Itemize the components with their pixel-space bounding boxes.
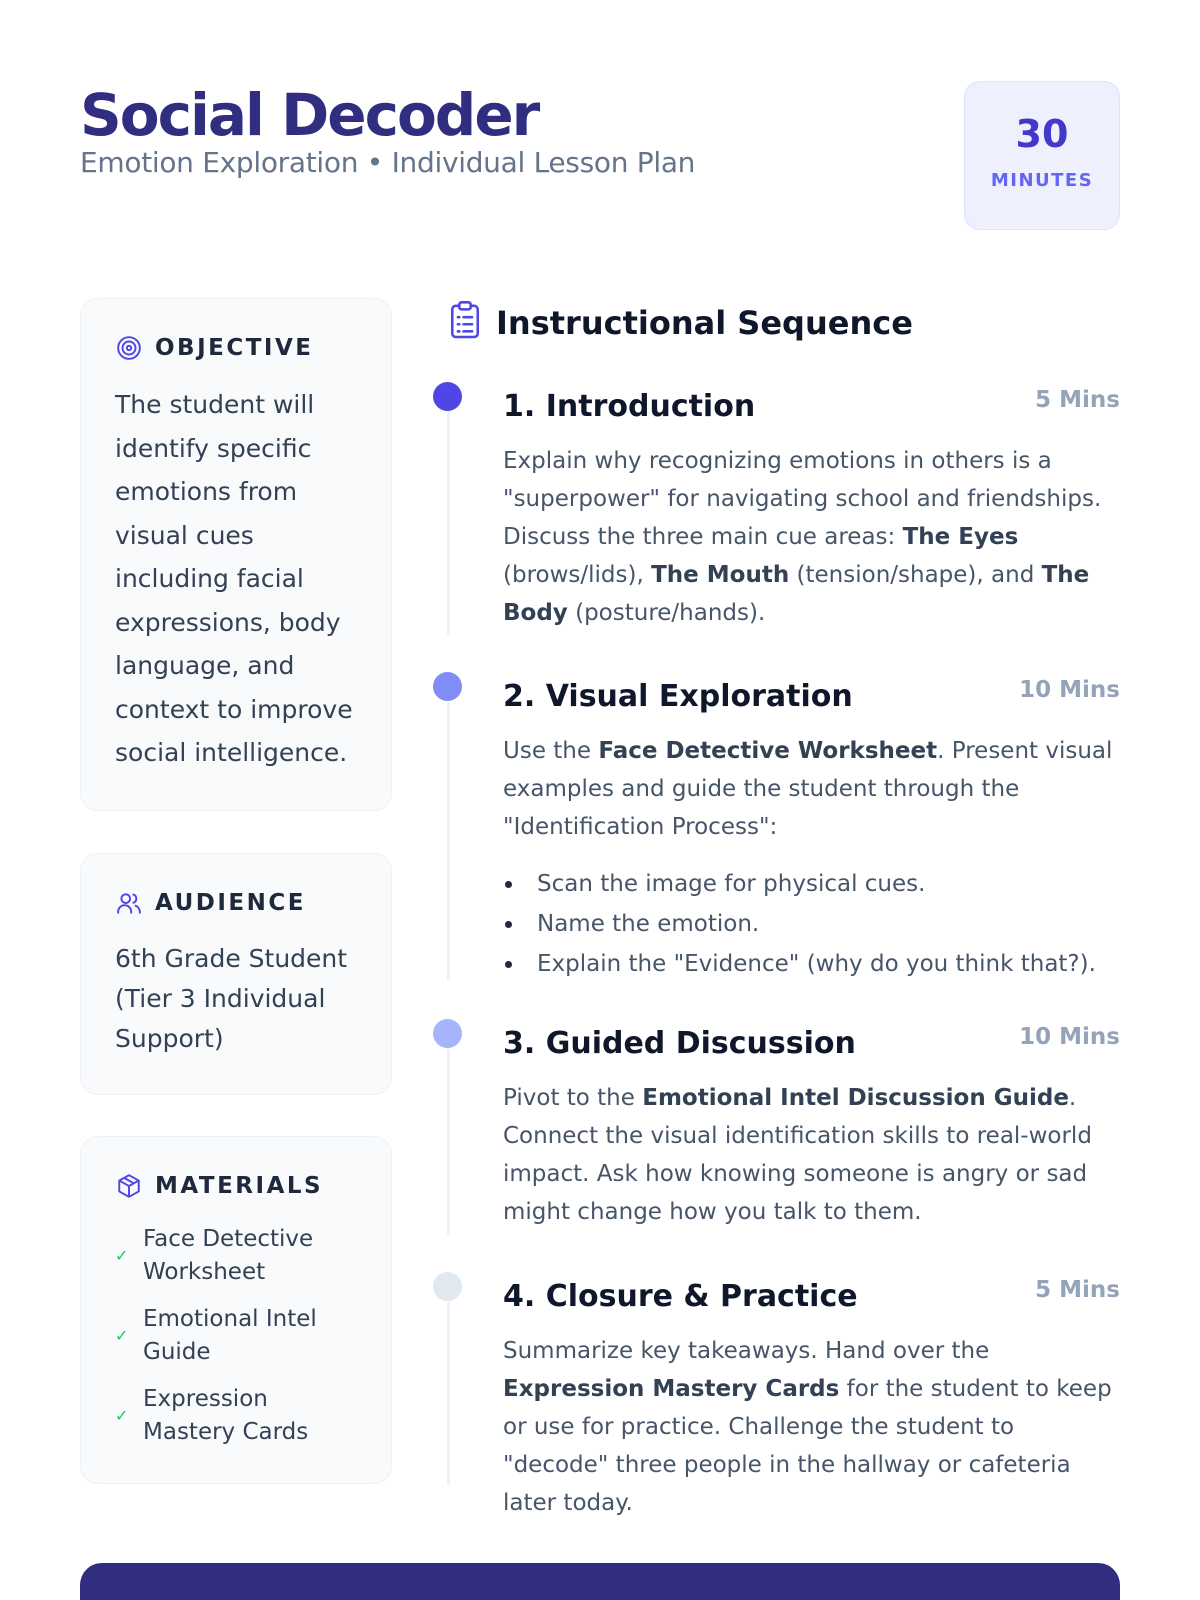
list-item (115, 1223, 357, 1289)
step-title: 4. Closure & Practice (503, 1279, 858, 1314)
step-description: Summarize key takeaways. Hand over the Expression Mastery Cards for the student to keep or use for practice. Challenge the student to "decode" three people in the hallway or cafeteria later today. (503, 1338, 1112, 1516)
timeline-dot (433, 382, 462, 411)
list-item (115, 1303, 357, 1369)
audience-card (80, 853, 392, 1095)
sequence-step-guided-discussion (448, 1019, 1120, 1259)
target-icon (115, 334, 143, 362)
step-title: 1. Introduction (503, 389, 756, 424)
material-label: Expression Mastery Cards (143, 1386, 309, 1445)
list-item: Name the emotion. (503, 904, 1096, 944)
list-item: Explain the "Evidence" (why do you think that?). (503, 944, 1096, 984)
material-label: Emotional Intel Guide (143, 1306, 317, 1365)
timeline-dot (433, 1272, 462, 1301)
objective-text: The student will identify specific emotions from visual cues including facial expressions, body language, and context to improve social intelligence. (115, 390, 353, 767)
list-item (115, 1383, 357, 1449)
sequence-step-closure-practice (448, 1272, 1120, 1516)
check-icon: ✓ (115, 1328, 129, 1345)
users-icon (115, 889, 143, 917)
duration-unit: MINUTES (990, 170, 1094, 191)
timeline-dot (433, 1019, 462, 1048)
check-icon: ✓ (115, 1248, 129, 1265)
audience-title: AUDIENCE (155, 890, 306, 916)
list-item: Scan the image for physical cues. (503, 864, 1096, 904)
materials-header (115, 1169, 357, 1203)
sequence-title: Instructional Sequence (496, 303, 913, 342)
step-bullet-list (503, 864, 1096, 984)
objective-card (80, 298, 392, 811)
page-title: Social Decoder (80, 81, 539, 149)
material-label: Face Detective Worksheet (143, 1226, 314, 1285)
page-subtitle: Emotion Exploration • Individual Lesson Plan (80, 146, 696, 179)
header (80, 80, 1120, 230)
sequence-header (448, 300, 913, 345)
step-duration: 5 Mins (1035, 387, 1120, 413)
package-icon (115, 1172, 143, 1200)
duration-value: 30 (1015, 112, 1069, 156)
check-icon: ✓ (115, 1408, 129, 1425)
clipboard-icon (448, 300, 482, 345)
materials-card (80, 1136, 392, 1484)
step-description: Explain why recognizing emotions in others is a "superpower" for navigating school and friendships. Discuss the three main cue areas: The Eyes (brows/lids), The Mouth (tension/shape), and The Body (posture/hands). (503, 448, 1102, 626)
step-duration: 10 Mins (1019, 1024, 1120, 1050)
sequence-step-visual-exploration (448, 672, 1120, 992)
footer-banner (80, 1563, 1120, 1600)
objective-title: OBJECTIVE (155, 335, 314, 361)
materials-list (115, 1223, 357, 1449)
objective-header (115, 331, 357, 365)
step-description: Pivot to the Emotional Intel Discussion Guide. Connect the visual identification skills to real-world impact. Ask how knowing someone is angry or sad might change how you talk to them. (503, 1085, 1092, 1225)
step-title: 2. Visual Exploration (503, 679, 853, 714)
step-duration: 5 Mins (1035, 1277, 1120, 1303)
step-duration: 10 Mins (1019, 677, 1120, 703)
sequence-step-introduction (448, 382, 1120, 642)
duration-badge (964, 81, 1120, 230)
audience-header (115, 886, 357, 920)
audience-text: 6th Grade Student (Tier 3 Individual Support) (115, 944, 348, 1053)
step-description: Use the Face Detective Worksheet. Present visual examples and guide the student through the "Identification Process": (503, 738, 1113, 840)
timeline-dot (433, 672, 462, 701)
step-title: 3. Guided Discussion (503, 1026, 856, 1061)
materials-title: MATERIALS (155, 1173, 324, 1199)
